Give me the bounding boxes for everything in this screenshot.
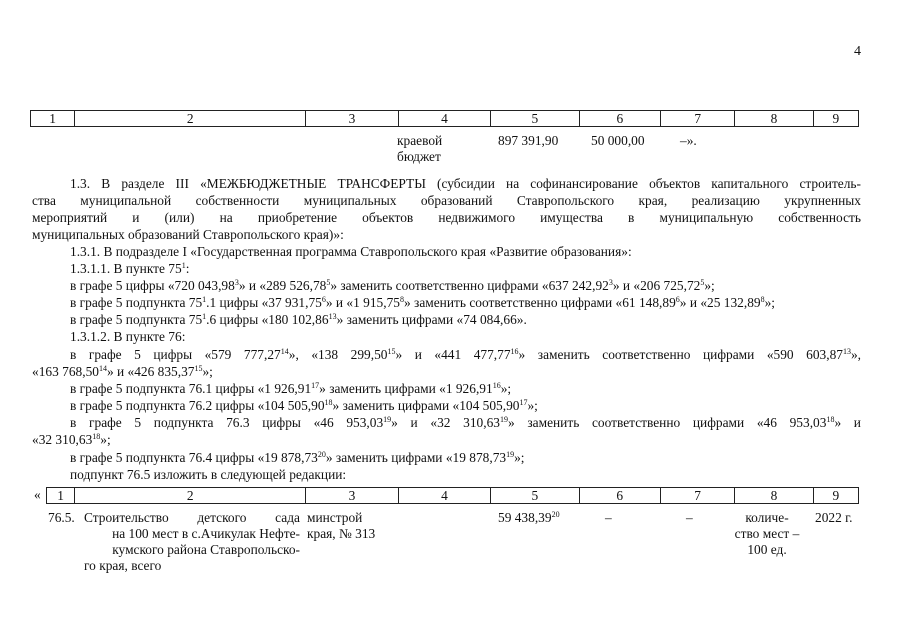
top-col7-value: –». [680, 133, 697, 148]
para-1-line-3: мероприятий и (или) на приобретение объектов недвижимого имущества в муниципальную собственность [32, 210, 861, 225]
col-header-5: 5 [491, 111, 579, 127]
col-header-4: 4 [398, 488, 490, 504]
row-capacity: количе- ство мест – 100 ед. [734, 510, 800, 557]
col-header-7: 7 [661, 111, 735, 127]
row-number: 76.5. [48, 510, 75, 525]
para-13: подпункт 76.5 изложить в следующей редакции: [70, 467, 347, 482]
top-col5-value: 897 391,90 [498, 133, 559, 148]
para-7: 1.3.1.2. В пункте 76: [70, 329, 186, 344]
para-1-line-1: 1.3. В разделе III «МЕЖБЮДЖЕТНЫЕ ТРАНСФЕРТЫ (субсидии на софинансирование объектов капитального строитель- [70, 176, 861, 191]
row-col5-value: 59 438,39$^{20}$ [498, 510, 560, 525]
para-8: в графе 5 цифры «579 777,27$^{14}$», «138 299,50$^{15}$» и «441 477,77$^{16}$» заменить соответственно цифрами «590 603,87$^{13}$», [70, 347, 862, 362]
opening-quote: « [34, 487, 41, 502]
para-3: 1.3.1.1. В пункте $75^1$: [70, 261, 190, 276]
col-header-4: 4 [398, 111, 490, 127]
row-col7-dash: – [686, 510, 693, 525]
para-9: в графе 5 подпункта 76.1 цифры «1 926,91$^{17}$» заменить цифрами «1 926,91$^{16}$»; [70, 381, 512, 396]
para-8-cont: «163 768,50$^{14}$» и «426 835,37$^{15}$»; [32, 364, 213, 379]
para-6: в графе 5 подпункта $75^1.6$ цифры «180 102,86$^{13}$» заменить цифрами «74 084,66». [70, 312, 527, 327]
para-5: в графе 5 подпункта $75^1.1$ цифры «37 931,75$^6$» и «1 915,75$^8$» заменить соответственно цифрами «61 148,89$^6$» и «25 132,89$^8$»; [70, 295, 776, 310]
column-header-row-top [30, 110, 859, 127]
col-header-7: 7 [660, 488, 734, 504]
para-4: в графе 5 цифры «720 043,98$^3$» и «289 526,78$^5$» заменить соответственно цифрами «637 242,92$^3$» и «206 725,72$^5$»; [70, 278, 715, 293]
col-header-9: 9 [813, 111, 858, 127]
col-header-6: 6 [579, 488, 660, 504]
col-header-6: 6 [579, 111, 660, 127]
col-header-3: 3 [306, 111, 398, 127]
col-header-1: 1 [31, 111, 75, 127]
page-number: 4 [854, 44, 861, 59]
para-10: в графе 5 подпункта 76.2 цифры «104 505,90$^{18}$» заменить цифрами «104 505,90$^{17}$»; [70, 398, 538, 413]
col-header-3: 3 [306, 488, 398, 504]
row-col6-dash: – [605, 510, 612, 525]
para-11-cont: «32 310,63$^{18}$»; [32, 432, 111, 447]
para-11: в графе 5 подпункта 76.3 цифры «46 953,03$^{19}$» и «32 310,63$^{19}$» заменить соответственно цифрами «46 953,03$^{18}$» и [70, 415, 861, 430]
column-header-row-bottom [46, 487, 859, 504]
row-year: 2022 г. [815, 510, 853, 525]
para-12: в графе 5 подпункта 76.4 цифры «19 878,73$^{20}$» заменить цифрами «19 878,73$^{19}$»; [70, 450, 525, 465]
col-header-2: 2 [75, 488, 306, 504]
row-object-name: Строительство детского сада на 100 мест в с.Ачикулак Нефте- кумского района Ставропольско- го края, всего [84, 510, 300, 573]
col-header-2: 2 [75, 111, 306, 127]
col-header-8: 8 [735, 111, 813, 127]
col-header-9: 9 [813, 488, 858, 504]
para-1-line-4: муниципальных образований Ставропольского края)»: [32, 227, 344, 242]
col-header-5: 5 [491, 488, 579, 504]
col-header-8: 8 [735, 488, 813, 504]
budget-label: краевой бюджет [397, 133, 443, 164]
para-1-line-2: ства муниципальной собственности муниципальных образований Ставропольского края, реализацию укрупненных [32, 193, 861, 208]
para-2: 1.3.1. В подразделе I «Государственная программа Ставропольского края «Развитие образования»: [70, 244, 632, 259]
col-header-1: 1 [47, 488, 75, 504]
top-col6-value: 50 000,00 [591, 133, 645, 148]
row-ministry: минстрой края, № 313 [307, 510, 376, 541]
